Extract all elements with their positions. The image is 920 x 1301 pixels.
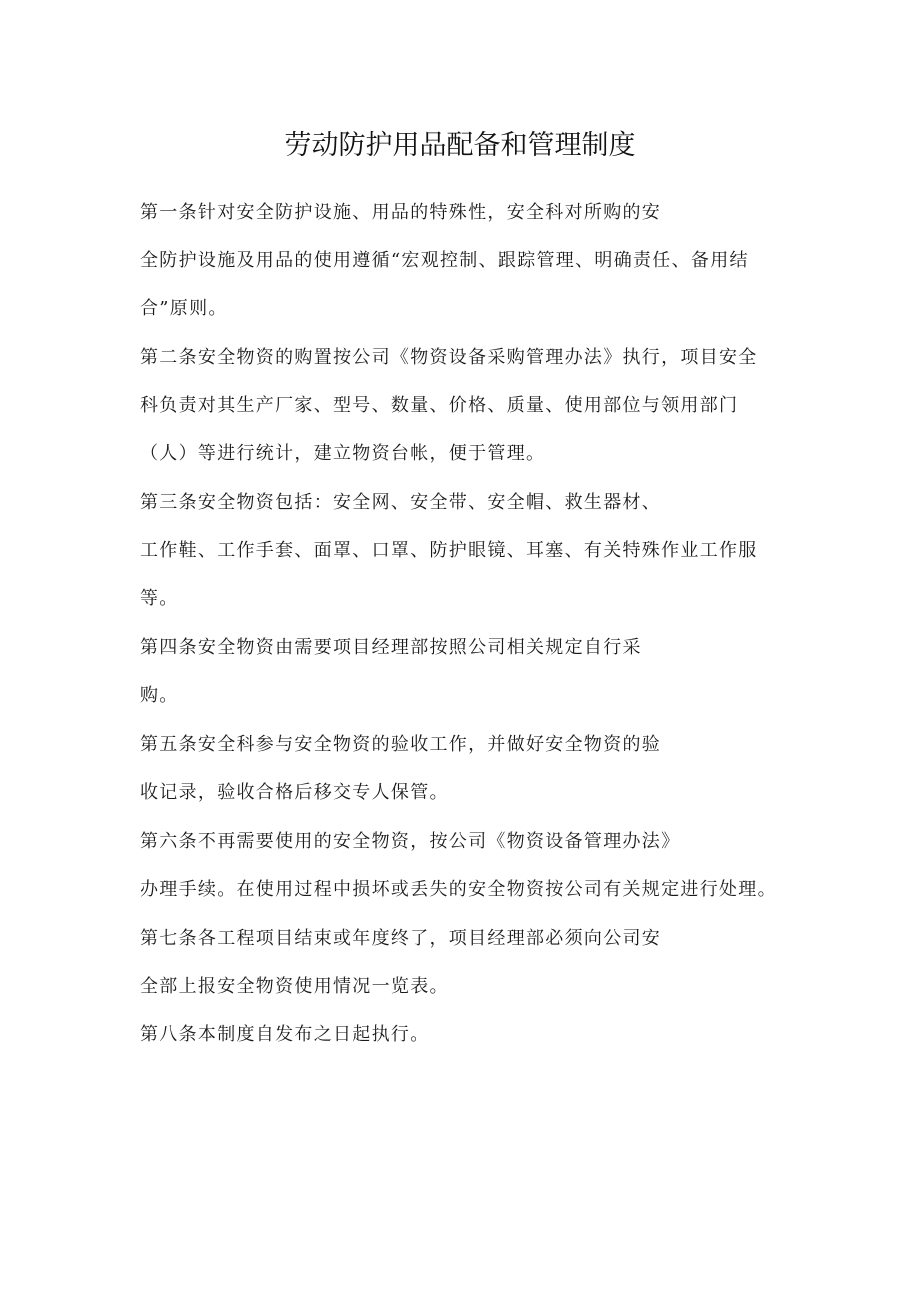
article-7-line-2: 全部上报安全物资使用情况一览表。 [140,976,449,997]
article-5-line-2: 收记录，验收合格后移交专人保管。 [140,782,449,803]
article-6-line-2: 办理手续。在使用过程中损坏或丢失的安全物资按公司有关规定进行处理。 [140,879,777,900]
document-title: 劳动防护用品配备和管理制度 [284,130,636,161]
article-4-line-2: 购。 [140,685,179,706]
article-3-line-3: 等。 [140,588,179,609]
article-8-line-1: 第八条本制度自发布之日起执行。 [140,1024,430,1045]
article-1-line-1: 第一条针对安全防护设施、用品的特殊性，安全科对所购的安 [140,202,662,223]
article-1-line-3: 合”原则。 [140,298,228,319]
article-2-line-3: （人）等进行统计，建立物资台帐，便于管理。 [140,443,546,464]
article-4-line-1: 第四条安全物资由需要项目经理部按照公司相关规定自行采 [140,637,642,658]
article-7-line-1: 第七条各工程项目结束或年度终了，项目经理部必须向公司安 [140,928,662,949]
article-6-line-1: 第六条不再需要使用的安全物资，按公司《物资设备管理办法》 [140,831,681,852]
article-3-line-2: 工作鞋、工作手套、面罩、口罩、防护眼镜、耳塞、有关特殊作业工作服 [140,540,758,561]
article-1-line-2: 全防护设施及用品的使用遵循“宏观控制、跟踪管理、明确责任、备用结 [140,250,749,271]
article-3-line-1: 第三条安全物资包括：安全网、安全带、安全帽、救生器材、 [140,492,662,513]
article-5-line-1: 第五条安全科参与安全物资的验收工作，并做好安全物资的验 [140,734,662,755]
article-2-line-2: 科负责对其生产厂家、型号、数量、价格、质量、使用部位与领用部门 [140,395,739,416]
article-2-line-1: 第二条安全物资的购置按公司《物资设备采购管理办法》执行，项目安全 [140,347,758,368]
